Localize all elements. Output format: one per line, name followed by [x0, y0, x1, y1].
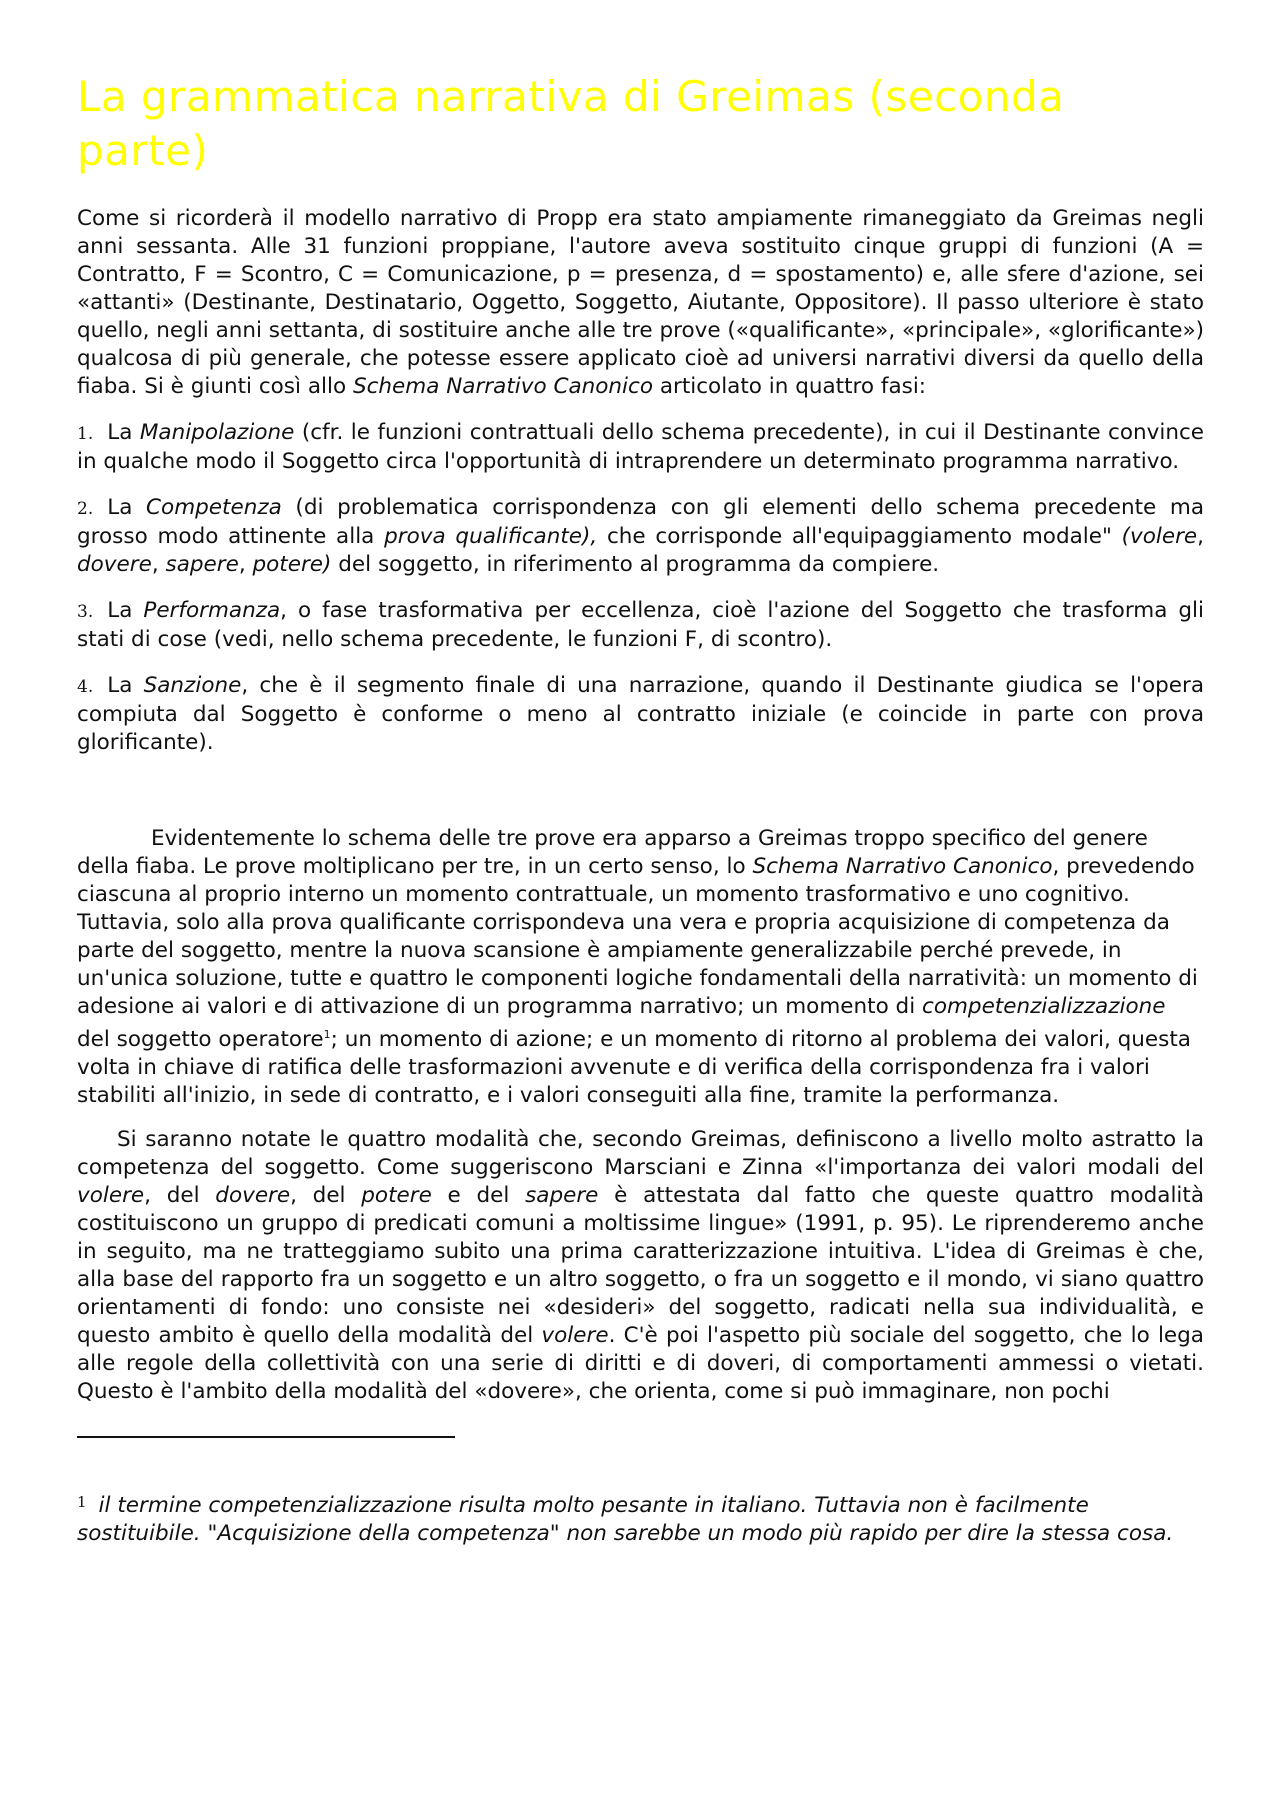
list-text: , — [238, 552, 253, 577]
footnote-text: il termine competenzializzazione risulta molto pesante in italiano. Tuttavia non è facilmente sostituibile. "Acquisizione della competenza" non sarebbe un modo più rapido per dire la stessa cosa. — [77, 1493, 1174, 1547]
list-text: La — [107, 598, 144, 623]
list-text: La — [107, 673, 144, 698]
paragraph-text: , del — [290, 1183, 362, 1209]
list-text: (di problematica corrispondenza con gli elementi dello schema precedente ma grosso modo attinente alla — [77, 495, 1204, 549]
list-emphasis: prova qualificante), — [384, 524, 598, 549]
list-emphasis: (volere — [1121, 524, 1198, 549]
list-text: che corrisponde all'equipaggiamento modale" — [597, 524, 1122, 549]
list-emphasis: Performanza — [143, 598, 281, 623]
list-item — [77, 494, 1204, 579]
list-emphasis: Sanzione — [143, 673, 242, 698]
phases-list — [77, 419, 1204, 757]
page-title: La grammatica narrativa di Greimas (seconda parte) — [77, 72, 1065, 175]
paragraph-emphasis: sapere — [525, 1183, 599, 1209]
paragraph-text: è attestata dal fatto che queste quattro modalità costituiscono un gruppo di predicati comuni a moltissime lingue» (1991, p. 95). Le riprenderemo anche in seguito, ma ne tratteggiamo subito una prima caratterizzazione intuitiva. L'idea di Greimas è che, alla base del rapporto fra un soggetto e un altro soggetto, o fra un soggetto e il mondo, vi siano quattro orientamenti di fondo: uno consiste nei «desideri» del soggetto, radicati nella sua individualità, e questo ambito è quello della modalità del — [77, 1183, 1204, 1349]
body-paragraph-2 — [77, 825, 1204, 1110]
paragraph-text: Evidentemente lo schema delle tre prove era apparso a Greimas troppo specifico del genere della fiaba. Le prove moltiplicano per tre, in un certo senso, lo — [77, 826, 1148, 879]
list-emphasis: Competenza — [146, 495, 282, 520]
list-text: (cfr. le funzioni contrattuali dello schema precedente), in cui il Destinante convince in qualche modo il Soggetto circa l'opportunità di intraprendere un determinato programma narrativo. — [77, 420, 1204, 474]
paragraph-emphasis: potere — [361, 1183, 432, 1209]
footnote-number: 1 — [77, 1493, 87, 1512]
list-text: La — [107, 495, 147, 520]
intro-text-2: articolato in quattro fasi: — [652, 374, 927, 399]
footnote-divider — [77, 1436, 455, 1438]
paragraph-text: ; un momento di azione; e un momento di ritorno al problema dei valori, questa volta in chiave di ratifica delle trasformazioni avvenute e di verifica della corrispondenza fra i valori stabiliti all'inizio, in sede di contratto, e i valori conseguiti alla fine, tramite la performanza. — [77, 1027, 1191, 1109]
footnote — [77, 1488, 1204, 1548]
paragraph-emphasis: volere — [541, 1323, 609, 1349]
paragraph-text: , prevedendo ciascuna al proprio interno un momento contrattuale, un momento trasformativo e uno cognitivo. Tuttavia, solo alla prova qualificante corrispondeva una vera e propria acquisizione di competenza da parte del soggetto, mentre la nuova scansione è ampiamente generalizzabile perché prevede, in un'unica soluzione, tutte e quattro le componenti logiche fondamentali della narratività: un momento di adesione ai valori e di attivazione di un programma narrativo; un momento di — [77, 854, 1198, 1019]
list-text: del soggetto, in riferimento al programma da compiere. — [331, 552, 940, 577]
list-number: 1. — [77, 424, 94, 444]
list-emphasis: Manipolazione — [139, 420, 295, 445]
paragraph-emphasis: competenzializzazione — [922, 994, 1166, 1019]
intro-text-1: Come si ricorderà il modello narrativo di Propp era stato ampiamente rimaneggiato da Greimas negli anni sessanta. Alle 31 funzioni proppiane, l'autore aveva sostituito cinque gruppi di funzioni (A = Contratto, F = Scontro, C = Comunicazione, p = presenza, d = spostamento) e, alle sfere d'azione, sei «attanti» (Destinante, Destinatario, Oggetto, Soggetto, Aiutante, Oppositore). Il passo ulteriore è stato quello, negli anni settanta, di sostituire anche alle tre prove («qualificante», «principale», «glorificante») qualcosa di più generale, che potesse essere applicato cioè ad universi narrativi diversi da quello della fiaba. Si è giunti così allo — [77, 206, 1204, 399]
document-page — [77, 70, 1204, 1570]
list-text: , — [151, 552, 166, 577]
list-text: , che è il segmento finale di una narrazione, quando il Destinante giudica se l'opera compiuta dal Soggetto è conforme o meno al contratto iniziale (e coincide in parte con prova glorificante). — [77, 673, 1204, 755]
list-text: , — [1197, 524, 1205, 549]
list-item — [77, 672, 1204, 757]
list-number: 4. — [77, 677, 94, 697]
paragraph-text: Si saranno notate le quattro modalità che, secondo Greimas, definiscono a livello molto astratto la competenza del soggetto. Come suggeriscono Marsciani e Zinna «l'importanza dei valori modali del — [77, 1127, 1204, 1181]
list-emphasis: sapere — [165, 552, 239, 577]
list-item — [77, 419, 1204, 476]
intro-emphasis: Schema Narrativo Canonico — [352, 374, 653, 399]
list-number: 3. — [77, 602, 94, 622]
paragraph-emphasis: dovere — [215, 1183, 291, 1209]
paragraph-emphasis: volere — [77, 1183, 145, 1209]
paragraph-text: . C'è poi l'aspetto più sociale del soggetto, che lo lega alle regole della collettività con una serie di diritti e di doveri, di comportamenti ammessi o vietati. Questo è l'ambito della modalità del «dovere», che orienta, come si può immaginare, non pochi — [77, 1323, 1204, 1405]
paragraph-text: e del — [431, 1183, 526, 1209]
footnote-reference[interactable]: 1 — [323, 1028, 331, 1041]
paragraph-emphasis: Schema Narrativo Canonico — [752, 854, 1053, 879]
list-item — [77, 597, 1204, 654]
list-text: La — [107, 420, 140, 445]
intro-paragraph — [77, 205, 1204, 401]
list-emphasis: dovere — [77, 552, 152, 577]
list-number: 2. — [77, 499, 94, 519]
paragraph-text: del soggetto operatore — [77, 1027, 324, 1053]
list-text: , o fase trasformativa per eccellenza, cioè l'azione del Soggetto che trasforma gli stati di cose (vedi, nello schema precedente, le funzioni F, di scontro). — [77, 598, 1204, 652]
body-paragraph-3 — [77, 1126, 1204, 1406]
list-emphasis: potere) — [252, 552, 332, 577]
paragraph-text: , del — [144, 1183, 216, 1209]
